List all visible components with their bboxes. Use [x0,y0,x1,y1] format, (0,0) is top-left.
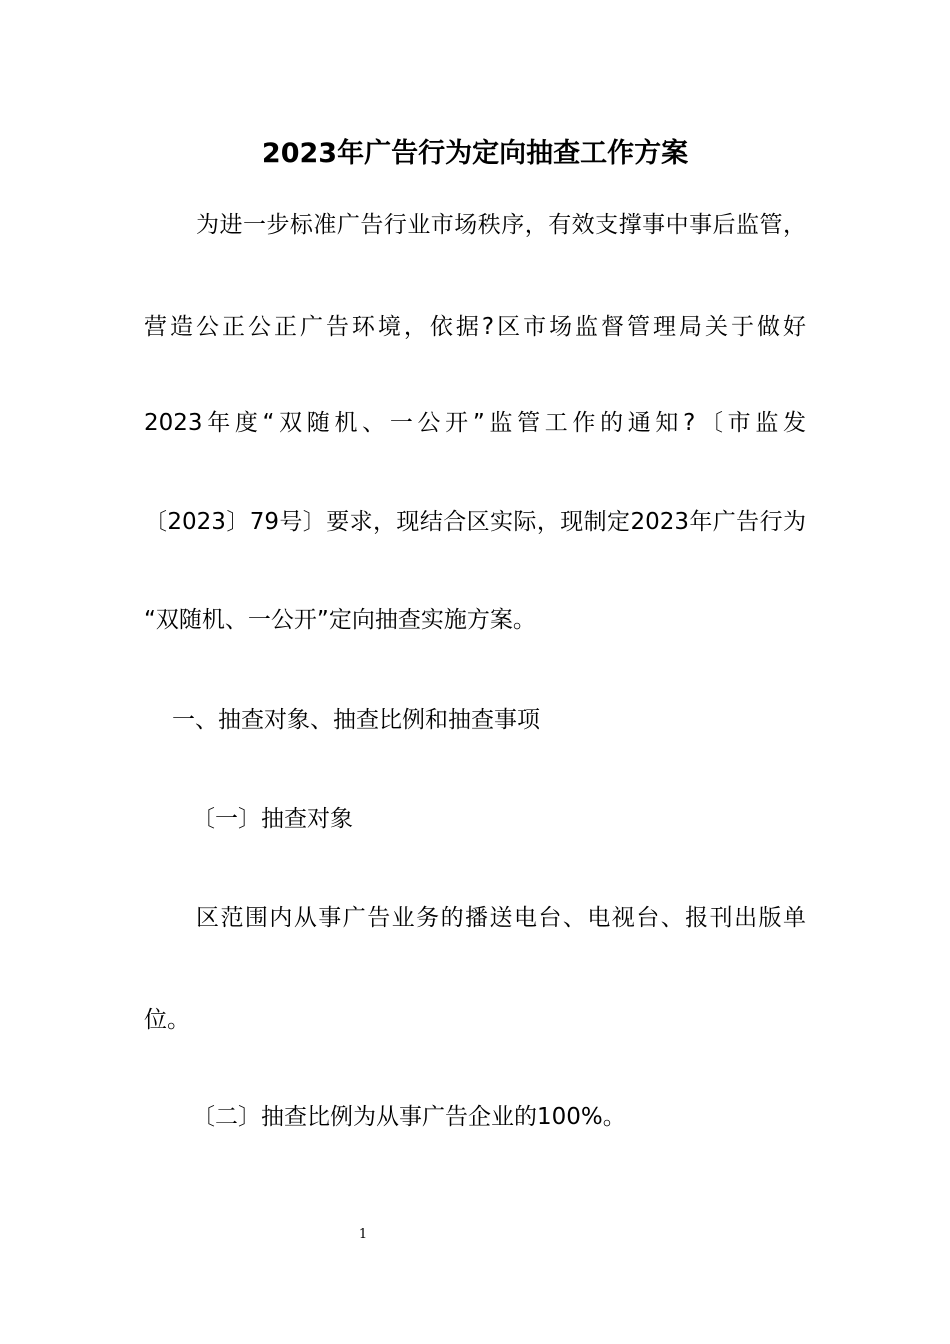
paragraph-line: 〔2023〕79号〕要求，现结合区实际，现制定2023年广告行为 [144,509,806,535]
paragraph-line: 为进一步标准广告行业市场秩序，有效支撑事中事后监管， [196,212,806,238]
paragraph-line: 营造公正公正广告环境，依据?区市场监督管理局关于做好 [144,314,806,340]
paragraph-line: 区范围内从事广告业务的播送电台、电视台、报刊出版单 [196,905,806,931]
section-heading: 一、抽查对象、抽查比例和抽查事项 [172,707,540,733]
document-title: 2023年广告行为定向抽查工作方案 [261,138,689,169]
subsection-heading: 〔二〕抽查比例为从事广告企业的100%。 [192,1104,626,1130]
subsection-heading: 〔一〕抽查对象 [192,806,353,832]
paragraph-line: 位。 [144,1007,190,1033]
page-number: 1 [358,1227,368,1242]
paragraph-line: 2023年度“双随机、一公开”监管工作的通知?〔市监发 [144,410,806,436]
paragraph-line: “双随机、一公开”定向抽查实施方案。 [144,607,536,633]
